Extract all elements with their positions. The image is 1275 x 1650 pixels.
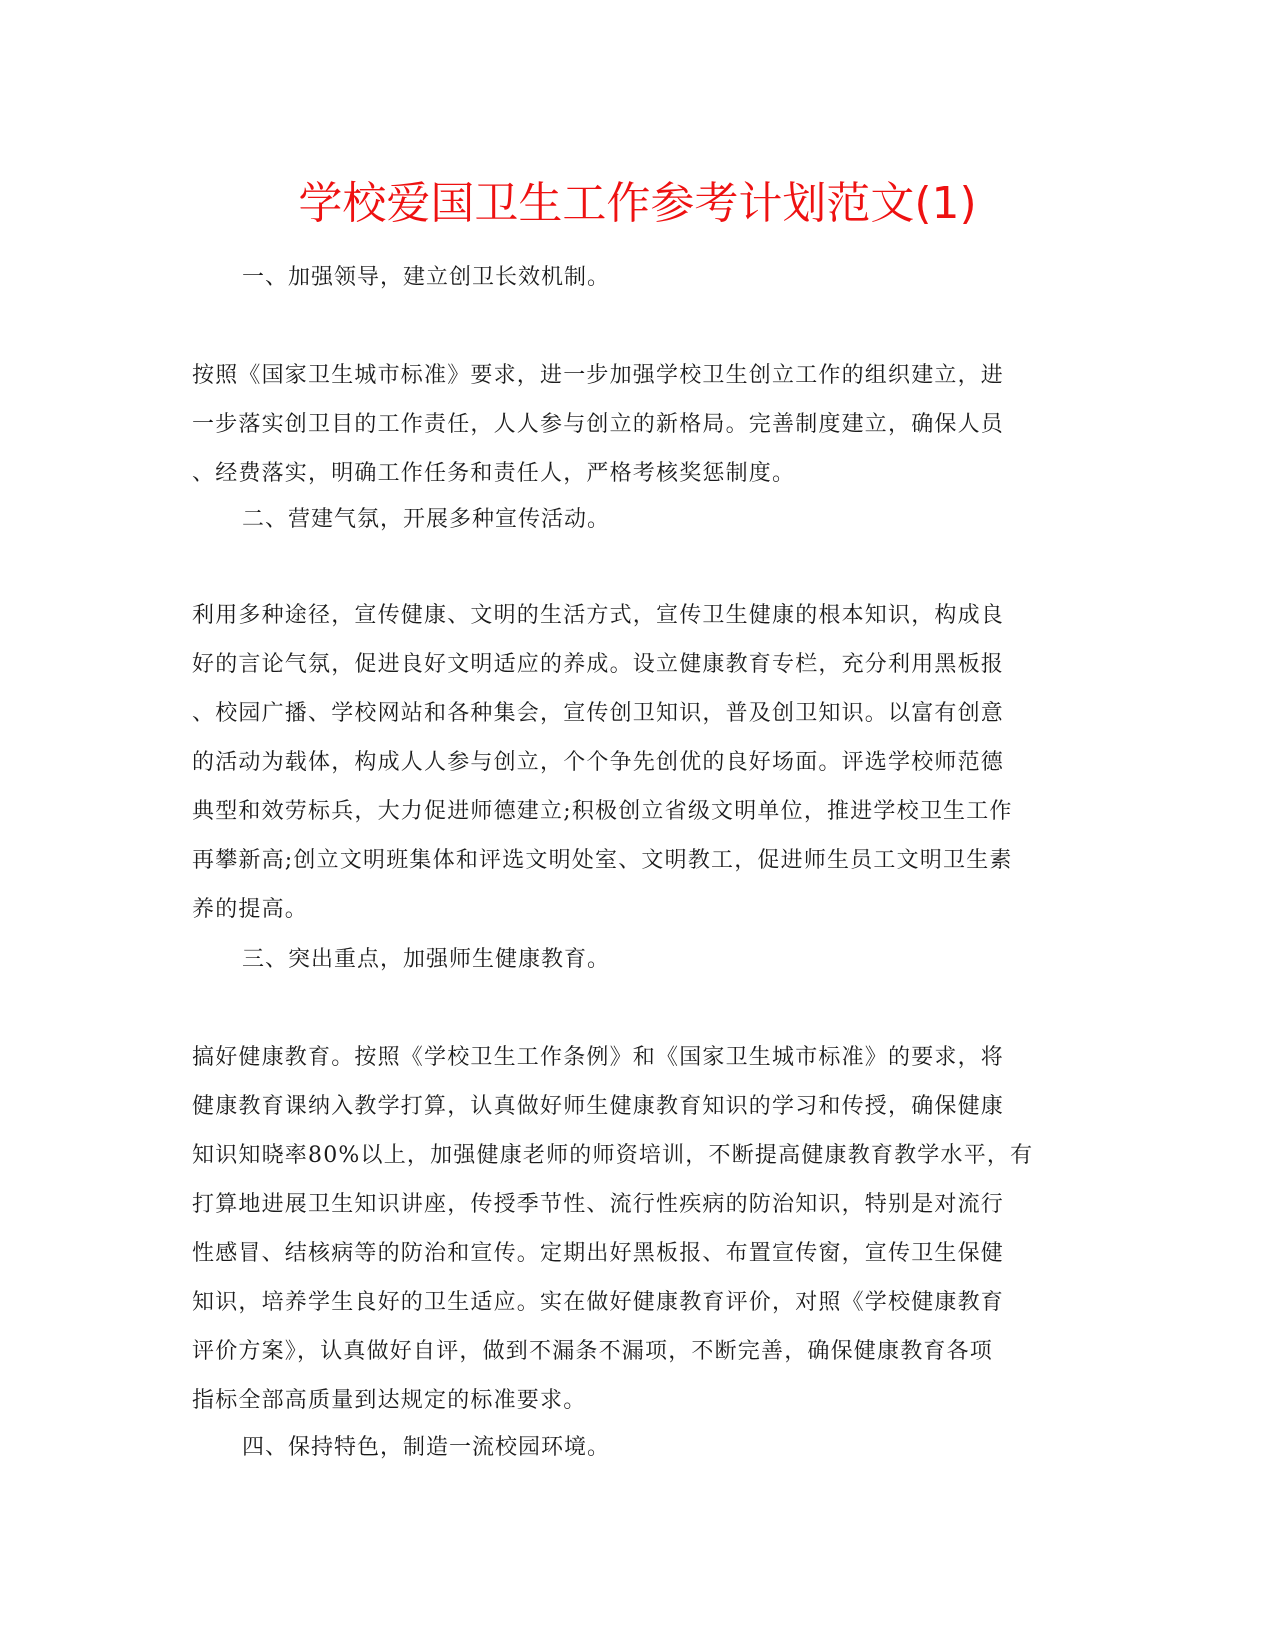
- paragraph-line: 典型和效劳标兵，大力促进师德建立;积极创立省级文明单位，推进学校卫生工作: [192, 799, 1013, 824]
- paragraph-line: 打算地进展卫生知识讲座，传授季节性、流行性疾病的防治知识，特别是对流行: [192, 1192, 1005, 1217]
- paragraph-line: 利用多种途径，宣传健康、文明的生活方式，宣传卫生健康的根本知识，构成良: [192, 603, 1005, 628]
- section-paragraph-3: [192, 1033, 1072, 1425]
- paragraph-line: 好的言论气氛，促进良好文明适应的养成。设立健康教育专栏，充分利用黑板报: [192, 652, 1005, 677]
- paragraph-line: 知识，培养学生良好的卫生适应。实在做好健康教育评价，对照《学校健康教育: [192, 1290, 1005, 1315]
- paragraph-line: 知识知晓率80%以上，加强健康老师的师资培训，不断提高健康教育教学水平，有: [192, 1143, 1034, 1168]
- section-heading-2: 二、营建气氛，开展多种宣传活动。: [242, 507, 611, 532]
- paragraph-line: 指标全部高质量到达规定的标准要求。: [192, 1388, 587, 1413]
- paragraph-line: 养的提高。: [192, 897, 309, 922]
- paragraph-line: 、经费落实，明确工作任务和责任人，严格考核奖惩制度。: [192, 461, 796, 486]
- paragraph-line: 按照《国家卫生城市标准》要求，进一步加强学校卫生创立工作的组织建立，进: [192, 363, 1005, 388]
- paragraph-line: 评价方案》，认真做好自评，做到不漏条不漏项，不断完善，确保健康教育各项: [192, 1339, 994, 1364]
- paragraph-line: 的活动为载体，构成人人参与创立，个个争先创优的良好场面。评选学校师范德: [192, 750, 1005, 775]
- paragraph-line: 再攀新高;创立文明班集体和评选文明处室、文明教工，促进师生员工文明卫生素: [192, 848, 1013, 873]
- paragraph-line: 搞好健康教育。按照《学校卫生工作条例》和《国家卫生城市标准》的要求，将: [192, 1045, 1005, 1070]
- paragraph-line: 性感冒、结核病等的防治和宣传。定期出好黑板报、布置宣传窗，宣传卫生保健: [192, 1241, 1005, 1266]
- paragraph-line: 健康教育课纳入教学打算，认真做好师生健康教育知识的学习和传授，确保健康: [192, 1094, 1005, 1119]
- section-paragraph-1: [192, 351, 1072, 498]
- section-paragraph-2: [192, 591, 1072, 934]
- section-heading-4: 四、保持特色，制造一流校园环境。: [242, 1435, 611, 1460]
- paragraph-line: 一步落实创卫目的工作责任，人人参与创立的新格局。完善制度建立，确保人员: [192, 412, 1005, 437]
- section-heading-3: 三、突出重点，加强师生健康教育。: [242, 947, 611, 972]
- paragraph-line: 、校园广播、学校网站和各种集会，宣传创卫知识，普及创卫知识。以富有创意: [192, 701, 1005, 726]
- document-title: 学校爱国卫生工作参考计划范文(1): [298, 178, 977, 229]
- section-heading-1: 一、加强领导，建立创卫长效机制。: [242, 265, 611, 290]
